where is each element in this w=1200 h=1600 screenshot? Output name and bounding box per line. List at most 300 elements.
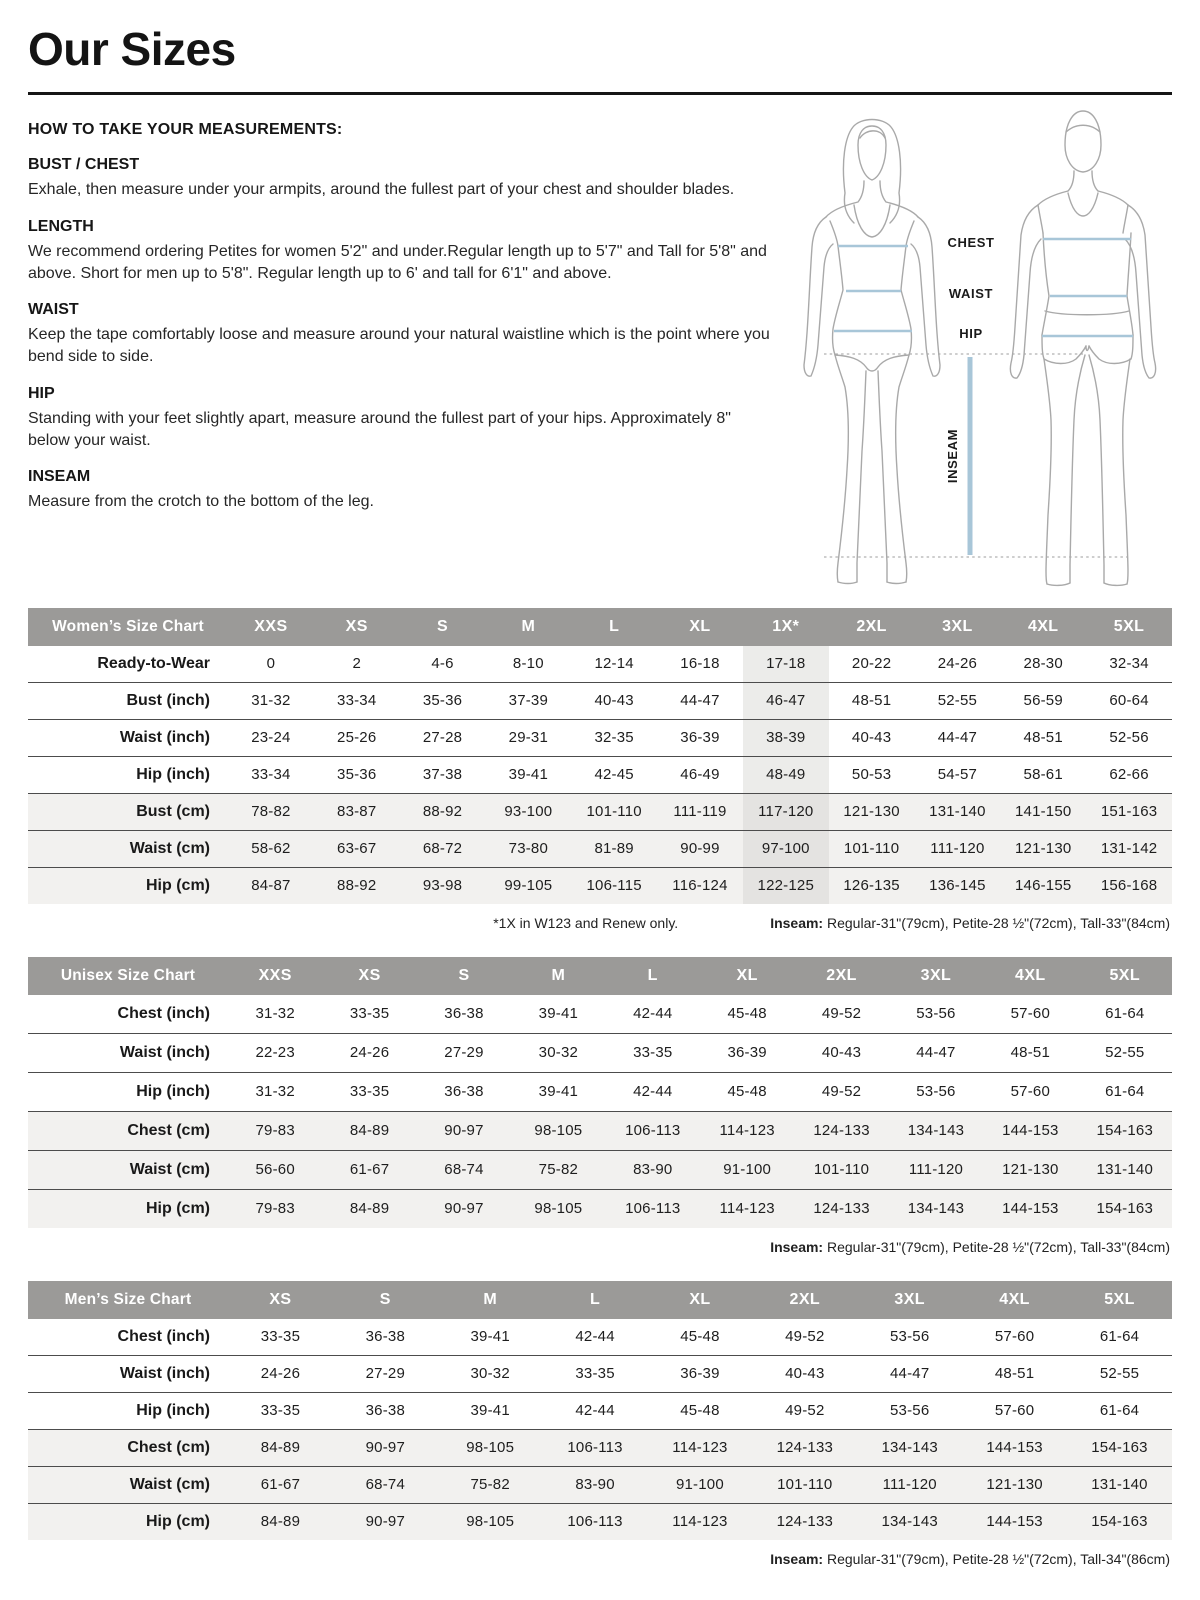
size-cell: 62-66 <box>1086 757 1172 794</box>
size-cell: 33-34 <box>228 757 314 794</box>
size-cell: 101-110 <box>752 1467 857 1504</box>
row-label: Chest (cm) <box>28 1430 228 1467</box>
size-cell: 27-29 <box>417 1034 511 1073</box>
size-cell: 52-55 <box>915 683 1001 720</box>
male-figure-outline <box>1010 111 1155 585</box>
size-cell: 111-119 <box>657 794 743 831</box>
size-cell: 111-120 <box>857 1467 962 1504</box>
size-cell: 75-82 <box>511 1151 605 1190</box>
size-cell: 30-32 <box>511 1034 605 1073</box>
size-cell: 134-143 <box>889 1190 983 1229</box>
table-row <box>28 1190 1172 1229</box>
womens-size-chart-table <box>28 608 1172 904</box>
mens-table-notes <box>28 1551 1172 1567</box>
size-cell: 45-48 <box>700 1073 794 1112</box>
size-cell: 17-18 <box>743 646 829 683</box>
size-cell: 98-105 <box>511 1112 605 1151</box>
size-cell: 134-143 <box>857 1504 962 1541</box>
size-cell: 90-97 <box>333 1504 438 1541</box>
size-cell: 8-10 <box>485 646 571 683</box>
unisex-size-chart-section <box>28 957 1172 1255</box>
size-cell: 117-120 <box>743 794 829 831</box>
size-cell: 46-47 <box>743 683 829 720</box>
size-cell: 61-67 <box>228 1467 333 1504</box>
size-cell: 79-83 <box>228 1190 322 1229</box>
size-cell: 61-64 <box>1078 995 1172 1034</box>
row-label: Bust (inch) <box>28 683 228 720</box>
table-header <box>28 1281 1172 1319</box>
unisex-size-chart-table <box>28 957 1172 1228</box>
size-cell: 84-89 <box>228 1430 333 1467</box>
size-cell: 83-90 <box>606 1151 700 1190</box>
instructions-heading: HOW TO TAKE YOUR MEASUREMENTS: <box>28 121 343 138</box>
column-header-s: S <box>400 608 486 646</box>
column-header-2xl: 2XL <box>829 608 915 646</box>
table-row <box>28 1467 1172 1504</box>
size-cell: 136-145 <box>915 868 1001 905</box>
size-cell: 54-57 <box>915 757 1001 794</box>
size-cell: 33-35 <box>228 1393 333 1430</box>
size-cell: 50-53 <box>829 757 915 794</box>
table-row <box>28 1504 1172 1541</box>
size-cell: 57-60 <box>983 1073 1077 1112</box>
size-cell: 106-113 <box>606 1190 700 1229</box>
size-cell: 99-105 <box>485 868 571 905</box>
size-cell: 35-36 <box>314 757 400 794</box>
size-cell: 49-52 <box>794 995 888 1034</box>
column-header-3xl: 3XL <box>857 1281 962 1319</box>
size-cell: 38-39 <box>743 720 829 757</box>
size-cell: 57-60 <box>962 1393 1067 1430</box>
inseam-label: INSEAM <box>945 428 960 484</box>
page-title: Our Sizes <box>28 23 236 75</box>
size-cell: 106-115 <box>571 868 657 905</box>
size-cell: 106-113 <box>543 1430 648 1467</box>
size-cell: 61-64 <box>1067 1319 1172 1356</box>
instruction-title: INSEAM <box>28 468 91 486</box>
instruction-body: Standing with your feet slightly apart, measure around the fullest part of your hips. Approximately 8" below your waist. <box>28 409 731 449</box>
table-row <box>28 757 1172 794</box>
size-cell: 101-110 <box>829 831 915 868</box>
table-title: Unisex Size Chart <box>28 957 228 995</box>
column-header-4xl: 4XL <box>1000 608 1086 646</box>
size-cell: 33-35 <box>543 1356 648 1393</box>
column-header-l: L <box>543 1281 648 1319</box>
column-header-2xl: 2XL <box>794 957 888 995</box>
size-cell: 146-155 <box>1000 868 1086 905</box>
size-cell: 27-28 <box>400 720 486 757</box>
measurement-guide <box>28 95 1172 592</box>
column-header-5xl: 5XL <box>1086 608 1172 646</box>
size-cell: 36-39 <box>700 1034 794 1073</box>
size-cell: 60-64 <box>1086 683 1172 720</box>
row-label: Waist (inch) <box>28 1034 228 1073</box>
column-header-m: M <box>485 608 571 646</box>
table-row <box>28 1112 1172 1151</box>
column-header-4xl: 4XL <box>962 1281 1067 1319</box>
size-cell: 25-26 <box>314 720 400 757</box>
table-row <box>28 1393 1172 1430</box>
size-cell: 2 <box>314 646 400 683</box>
size-cell: 29-31 <box>485 720 571 757</box>
size-cell: 84-89 <box>228 1504 333 1541</box>
size-cell: 42-45 <box>571 757 657 794</box>
size-cell: 84-89 <box>322 1190 416 1229</box>
size-cell: 144-153 <box>962 1430 1067 1467</box>
size-cell: 121-130 <box>1000 831 1086 868</box>
instruction-title: BUST / CHEST <box>28 156 140 173</box>
instruction-title: LENGTH <box>28 217 94 235</box>
size-cell: 88-92 <box>400 794 486 831</box>
size-cell: 31-32 <box>228 995 322 1034</box>
size-cell: 53-56 <box>889 995 983 1034</box>
size-cell: 83-90 <box>543 1467 648 1504</box>
size-cell: 36-39 <box>657 720 743 757</box>
size-cell: 39-41 <box>511 1073 605 1112</box>
size-cell: 42-44 <box>606 1073 700 1112</box>
size-cell: 49-52 <box>752 1319 857 1356</box>
column-header-s: S <box>333 1281 438 1319</box>
size-cell: 45-48 <box>648 1319 753 1356</box>
column-header-xxs: XXS <box>228 957 322 995</box>
row-label: Hip (inch) <box>28 1393 228 1430</box>
instruction-title: WAIST <box>28 301 79 319</box>
table-header <box>28 957 1172 995</box>
size-cell: 36-38 <box>333 1393 438 1430</box>
column-header-xl: XL <box>657 608 743 646</box>
table-row <box>28 720 1172 757</box>
row-label: Hip (inch) <box>28 1073 228 1112</box>
size-cell: 141-150 <box>1000 794 1086 831</box>
inseam-footnote: Inseam: Regular-31"(79cm), Petite-28 ½"(72cm), Tall-33"(84cm) <box>770 915 1170 931</box>
table-row <box>28 868 1172 905</box>
size-cell: 36-39 <box>648 1356 753 1393</box>
size-cell: 24-26 <box>915 646 1001 683</box>
size-cell: 58-61 <box>1000 757 1086 794</box>
size-cell: 12-14 <box>571 646 657 683</box>
column-header-3xl: 3XL <box>889 957 983 995</box>
size-cell: 57-60 <box>983 995 1077 1034</box>
size-cell: 32-34 <box>1086 646 1172 683</box>
table-row <box>28 1034 1172 1073</box>
size-cell: 111-120 <box>915 831 1001 868</box>
column-header-xs: XS <box>322 957 416 995</box>
row-label: Chest (inch) <box>28 995 228 1034</box>
size-cell: 124-133 <box>794 1190 888 1229</box>
size-cell: 114-123 <box>648 1504 753 1541</box>
size-cell: 52-55 <box>1067 1356 1172 1393</box>
size-cell: 61-67 <box>322 1151 416 1190</box>
size-cell: 121-130 <box>983 1151 1077 1190</box>
table-row <box>28 1319 1172 1356</box>
size-cell: 24-26 <box>228 1356 333 1393</box>
mens-size-chart-table <box>28 1281 1172 1540</box>
size-cell: 84-89 <box>322 1112 416 1151</box>
table-row <box>28 1356 1172 1393</box>
size-cell: 16-18 <box>657 646 743 683</box>
column-header-xs: XS <box>228 1281 333 1319</box>
column-header-s: S <box>417 957 511 995</box>
column-header-l: L <box>606 957 700 995</box>
size-cell: 49-52 <box>752 1393 857 1430</box>
size-cell: 114-123 <box>648 1430 753 1467</box>
size-cell: 39-41 <box>485 757 571 794</box>
table-body <box>28 646 1172 904</box>
instruction-title: HIP <box>28 384 55 402</box>
size-cell: 33-35 <box>228 1319 333 1356</box>
instruction-body: Measure from the crotch to the bottom of the leg. <box>28 493 374 511</box>
size-cell: 79-83 <box>228 1112 322 1151</box>
header-row <box>28 608 1172 646</box>
size-cell: 90-97 <box>333 1430 438 1467</box>
one-x-footnote: *1X in W123 and Renew only. <box>493 915 679 931</box>
size-cell: 131-140 <box>1067 1467 1172 1504</box>
size-cell: 53-56 <box>857 1319 962 1356</box>
size-cell: 44-47 <box>657 683 743 720</box>
size-cell: 39-41 <box>438 1393 543 1430</box>
size-cell: 106-113 <box>543 1504 648 1541</box>
size-cell: 144-153 <box>962 1504 1067 1541</box>
size-cell: 48-49 <box>743 757 829 794</box>
female-figure-outline <box>804 120 940 584</box>
row-label: Bust (cm) <box>28 794 228 831</box>
size-cell: 81-89 <box>571 831 657 868</box>
row-label: Hip (inch) <box>28 757 228 794</box>
unisex-table-notes <box>28 1239 1172 1255</box>
size-cell: 121-130 <box>829 794 915 831</box>
size-cell: 78-82 <box>228 794 314 831</box>
size-cell: 154-163 <box>1078 1190 1172 1229</box>
size-cell: 31-32 <box>228 1073 322 1112</box>
row-label: Waist (cm) <box>28 1151 228 1190</box>
size-cell: 114-123 <box>700 1112 794 1151</box>
row-label: Waist (inch) <box>28 1356 228 1393</box>
size-cell: 58-62 <box>228 831 314 868</box>
size-cell: 57-60 <box>962 1319 1067 1356</box>
size-cell: 90-99 <box>657 831 743 868</box>
table-row <box>28 1430 1172 1467</box>
size-cell: 90-97 <box>417 1190 511 1229</box>
size-cell: 40-43 <box>794 1034 888 1073</box>
column-header-m: M <box>511 957 605 995</box>
size-cell: 131-142 <box>1086 831 1172 868</box>
column-header-1x: 1X* <box>743 608 829 646</box>
size-cell: 53-56 <box>889 1073 983 1112</box>
size-cell: 68-74 <box>333 1467 438 1504</box>
size-cell: 131-140 <box>915 794 1001 831</box>
size-cell: 48-51 <box>829 683 915 720</box>
size-cell: 154-163 <box>1067 1504 1172 1541</box>
size-cell: 63-67 <box>314 831 400 868</box>
size-cell: 24-26 <box>322 1034 416 1073</box>
row-label: Waist (cm) <box>28 831 228 868</box>
size-cell: 56-59 <box>1000 683 1086 720</box>
size-cell: 33-35 <box>606 1034 700 1073</box>
header-row <box>28 1281 1172 1319</box>
size-cell: 37-39 <box>485 683 571 720</box>
table-title: Men’s Size Chart <box>28 1281 228 1319</box>
size-cell: 52-55 <box>1078 1034 1172 1073</box>
column-header-4xl: 4XL <box>983 957 1077 995</box>
size-cell: 0 <box>228 646 314 683</box>
size-cell: 40-43 <box>829 720 915 757</box>
row-label: Hip (cm) <box>28 1504 228 1541</box>
size-cell: 40-43 <box>752 1356 857 1393</box>
size-cell: 48-51 <box>1000 720 1086 757</box>
size-cell: 134-143 <box>889 1112 983 1151</box>
size-cell: 35-36 <box>400 683 486 720</box>
size-cell: 44-47 <box>889 1034 983 1073</box>
size-cell: 124-133 <box>752 1504 857 1541</box>
size-cell: 106-113 <box>606 1112 700 1151</box>
size-cell: 44-47 <box>915 720 1001 757</box>
size-cell: 44-47 <box>857 1356 962 1393</box>
size-cell: 131-140 <box>1078 1151 1172 1190</box>
column-header-3xl: 3XL <box>915 608 1001 646</box>
size-cell: 154-163 <box>1078 1112 1172 1151</box>
instruction-waist <box>28 301 770 368</box>
size-cell: 93-98 <box>400 868 486 905</box>
table-body <box>28 995 1172 1228</box>
column-header-xxs: XXS <box>228 608 314 646</box>
size-cell: 56-60 <box>228 1151 322 1190</box>
instruction-body: We recommend ordering Petites for women 5'2" and under.Regular length up to 5'7" and Tall for 5'8" and above. Short for men up to 5'8". Regular length up to 6' and tall for 6'1" and above. <box>28 242 767 282</box>
size-cell: 101-110 <box>571 794 657 831</box>
size-cell: 22-23 <box>228 1034 322 1073</box>
mens-size-chart-section <box>28 1281 1172 1567</box>
size-cell: 45-48 <box>648 1393 753 1430</box>
size-cell: 111-120 <box>889 1151 983 1190</box>
body-measurement-diagram <box>780 105 1172 592</box>
size-cell: 27-29 <box>333 1356 438 1393</box>
size-cell: 33-34 <box>314 683 400 720</box>
size-cell: 42-44 <box>543 1319 648 1356</box>
table-row <box>28 794 1172 831</box>
size-cell: 36-38 <box>417 995 511 1034</box>
size-cell: 154-163 <box>1067 1430 1172 1467</box>
size-cell: 144-153 <box>983 1112 1077 1151</box>
size-cell: 45-48 <box>700 995 794 1034</box>
column-header-xs: XS <box>314 608 400 646</box>
table-header <box>28 608 1172 646</box>
chest-label: CHEST <box>947 235 995 250</box>
size-cell: 116-124 <box>657 868 743 905</box>
size-cell: 42-44 <box>606 995 700 1034</box>
size-cell: 31-32 <box>228 683 314 720</box>
row-label: Hip (cm) <box>28 868 228 905</box>
table-row <box>28 831 1172 868</box>
size-cell: 52-56 <box>1086 720 1172 757</box>
row-label: Waist (cm) <box>28 1467 228 1504</box>
row-label: Chest (cm) <box>28 1112 228 1151</box>
column-header-l: L <box>571 608 657 646</box>
column-header-xl: XL <box>700 957 794 995</box>
table-body <box>28 1319 1172 1540</box>
size-cell: 20-22 <box>829 646 915 683</box>
size-cell: 73-80 <box>485 831 571 868</box>
size-cell: 4-6 <box>400 646 486 683</box>
waist-label: WAIST <box>948 286 994 301</box>
size-cell: 39-41 <box>438 1319 543 1356</box>
size-cell: 84-87 <box>228 868 314 905</box>
size-cell: 134-143 <box>857 1430 962 1467</box>
size-cell: 46-49 <box>657 757 743 794</box>
column-header-2xl: 2XL <box>752 1281 857 1319</box>
instruction-hip <box>28 385 770 452</box>
instruction-body: Keep the tape comfortably loose and measure around your natural waistline which is the point where you bend side to side. <box>28 326 770 365</box>
size-cell: 101-110 <box>794 1151 888 1190</box>
size-cell: 83-87 <box>314 794 400 831</box>
table-title: Women’s Size Chart <box>28 608 228 646</box>
size-cell: 33-35 <box>322 995 416 1034</box>
size-cell: 68-74 <box>417 1151 511 1190</box>
hip-label: HIP <box>959 326 983 341</box>
size-cell: 32-35 <box>571 720 657 757</box>
row-label: Chest (inch) <box>28 1319 228 1356</box>
body-diagram-svg <box>780 105 1172 587</box>
table-row <box>28 1151 1172 1190</box>
size-cell: 91-100 <box>700 1151 794 1190</box>
size-cell: 151-163 <box>1086 794 1172 831</box>
size-cell: 68-72 <box>400 831 486 868</box>
size-cell: 61-64 <box>1067 1393 1172 1430</box>
womens-table-notes <box>28 915 1172 931</box>
table-row <box>28 646 1172 683</box>
size-cell: 36-38 <box>417 1073 511 1112</box>
size-cell: 121-130 <box>962 1467 1067 1504</box>
womens-size-chart-section <box>28 608 1172 931</box>
size-cell: 124-133 <box>794 1112 888 1151</box>
size-cell: 61-64 <box>1078 1073 1172 1112</box>
inseam-footnote: Inseam: Regular-31"(79cm), Petite-28 ½"(72cm), Tall-34"(86cm) <box>770 1551 1170 1567</box>
size-cell: 23-24 <box>228 720 314 757</box>
size-cell: 48-51 <box>962 1356 1067 1393</box>
instruction-body: Exhale, then measure under your armpits, around the fullest part of your chest and shoulder blades. <box>28 181 735 198</box>
size-cell: 39-41 <box>511 995 605 1034</box>
size-cell: 40-43 <box>571 683 657 720</box>
size-cell: 30-32 <box>438 1356 543 1393</box>
size-cell: 97-100 <box>743 831 829 868</box>
column-header-xl: XL <box>648 1281 753 1319</box>
size-cell: 144-153 <box>983 1190 1077 1229</box>
size-cell: 48-51 <box>983 1034 1077 1073</box>
size-cell: 37-38 <box>400 757 486 794</box>
size-cell: 75-82 <box>438 1467 543 1504</box>
size-cell: 98-105 <box>511 1190 605 1229</box>
row-label: Waist (inch) <box>28 720 228 757</box>
instruction-inseam <box>28 468 770 513</box>
instruction-bust-chest <box>28 156 770 201</box>
size-cell: 28-30 <box>1000 646 1086 683</box>
table-row <box>28 1073 1172 1112</box>
row-label: Ready-to-Wear <box>28 646 228 683</box>
size-cell: 33-35 <box>322 1073 416 1112</box>
header-row <box>28 957 1172 995</box>
table-row <box>28 683 1172 720</box>
size-cell: 156-168 <box>1086 868 1172 905</box>
size-cell: 98-105 <box>438 1504 543 1541</box>
size-cell: 91-100 <box>648 1467 753 1504</box>
table-row <box>28 995 1172 1034</box>
column-header-5xl: 5XL <box>1067 1281 1172 1319</box>
column-header-5xl: 5XL <box>1078 957 1172 995</box>
size-cell: 98-105 <box>438 1430 543 1467</box>
size-cell: 53-56 <box>857 1393 962 1430</box>
row-label: Hip (cm) <box>28 1190 228 1229</box>
size-cell: 122-125 <box>743 868 829 905</box>
size-cell: 88-92 <box>314 868 400 905</box>
size-cell: 90-97 <box>417 1112 511 1151</box>
